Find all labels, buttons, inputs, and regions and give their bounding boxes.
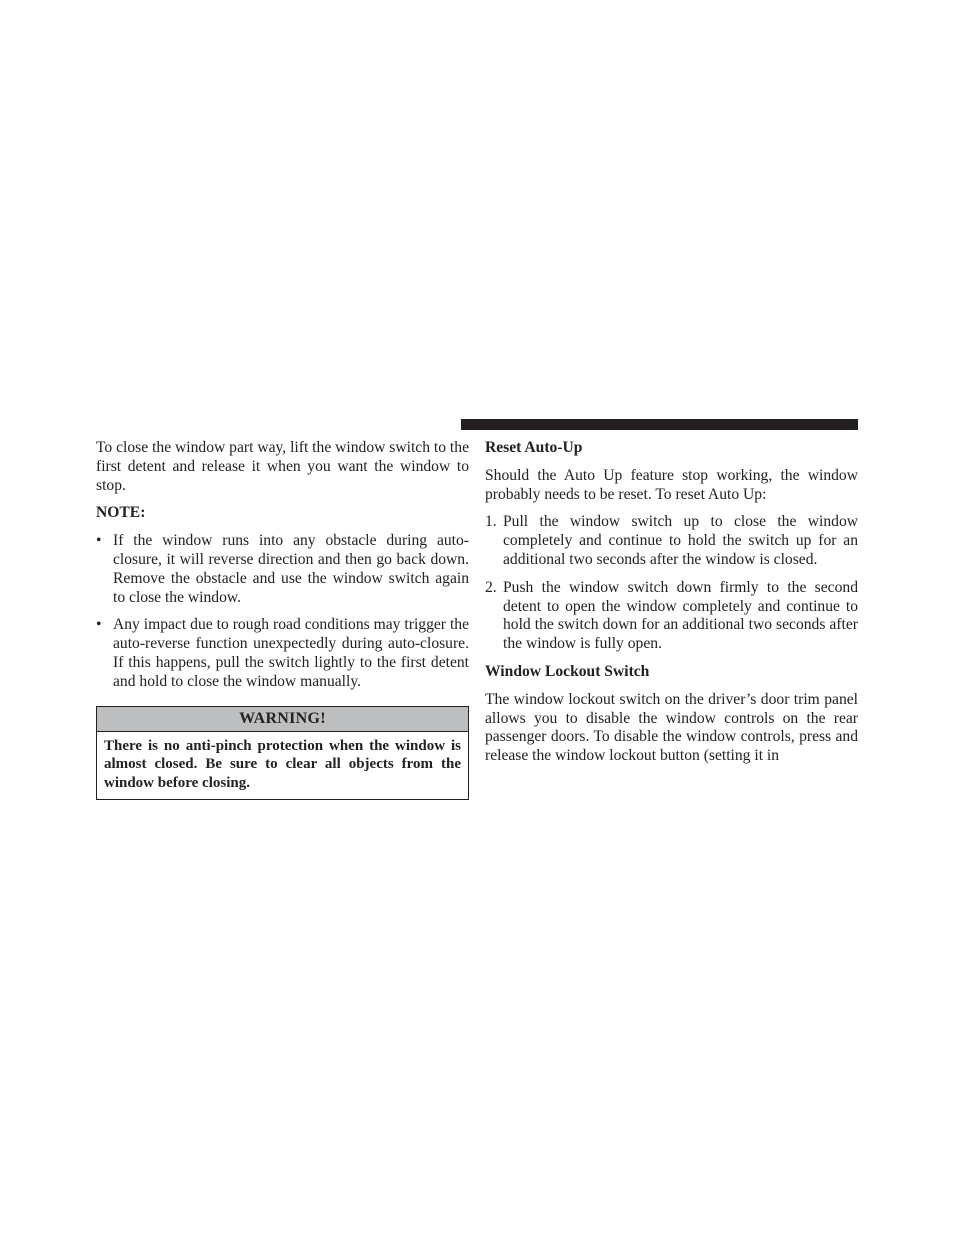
note-bullet-list — [96, 532, 469, 691]
list-item — [96, 616, 469, 691]
window-lockout-heading: Window Lockout Switch — [485, 662, 650, 680]
left-column — [96, 439, 469, 800]
list-item — [96, 532, 469, 607]
list-item — [485, 513, 858, 569]
reset-auto-up-heading: Reset Auto-Up — [485, 439, 583, 456]
bullet-text: Any impact due to rough road conditions may trigger the auto-reverse function unexpectedly during auto-closure. If this happens, pull the switch lightly to the first detent and hold to close the window manually. — [113, 616, 469, 690]
lockout-paragraph: The window lockout switch on the driver’s door trim panel allows you to disable the window controls on the rear passenger doors. To disable the window controls, press and release the window lockout button (setting it in — [485, 690, 858, 765]
warning-title: WARNING! — [97, 707, 468, 732]
warning-body: There is no anti-pinch protection when the window is almost closed. Be sure to clear all objects from the window before closing. — [104, 737, 461, 791]
bullet-marker: • — [96, 532, 102, 550]
reset-steps-list — [485, 513, 858, 654]
reset-intro-paragraph: Should the Auto Up feature stop working, the window probably needs to be reset. To reset Auto Up: — [485, 466, 858, 503]
bullet-text: If the window runs into any obstacle during auto-closure, it will reverse direction and then go back down. Remove the obstacle and use the window switch again to close the window. — [113, 532, 469, 606]
note-label: NOTE: — [96, 504, 146, 522]
warning-box — [96, 706, 469, 801]
step-text: Push the window switch down firmly to the second detent to open the window completely and continue to hold the switch down for an additional two seconds after the window is fully open. — [503, 578, 858, 653]
step-text: Pull the window switch up to close the window completely and continue to hold the switch up for an additional two seconds after the window is closed. — [503, 513, 858, 568]
bullet-marker: • — [96, 616, 102, 634]
list-item — [485, 579, 858, 654]
intro-paragraph: To close the window part way, lift the window switch to the first detent and release it when you want the window to stop. — [96, 439, 469, 494]
section-header-bar — [461, 419, 858, 430]
right-column — [485, 439, 858, 775]
step-number: 2. — [485, 578, 497, 596]
step-number: 1. — [485, 513, 497, 531]
